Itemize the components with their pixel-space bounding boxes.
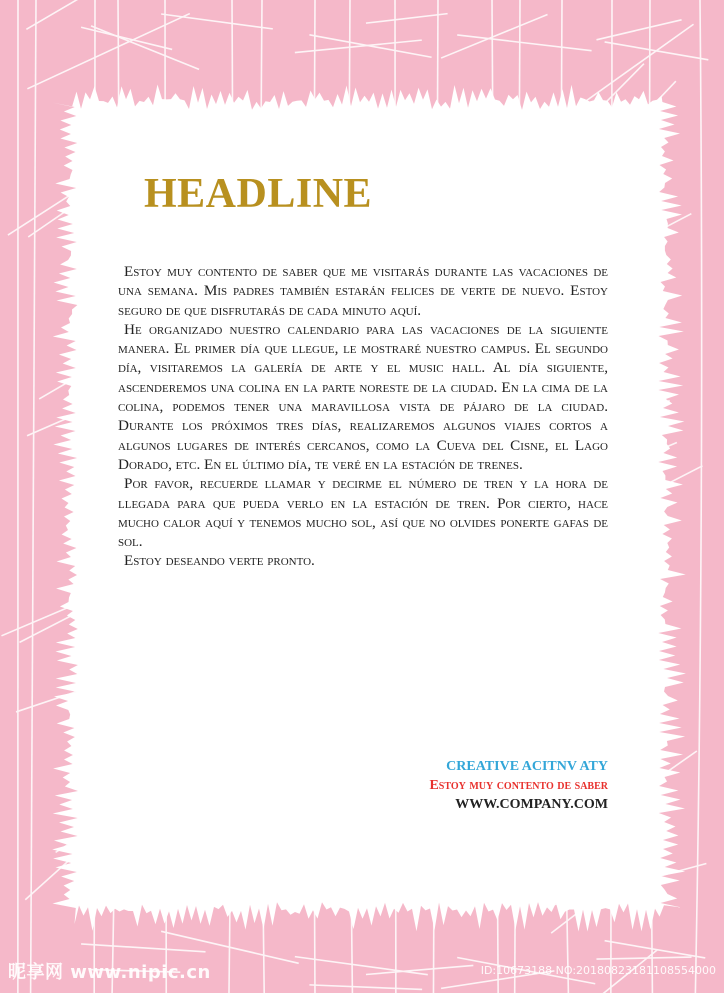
paragraph-2: He organizado nuestro calendario para las vacaciones de la siguiente manera. El primer día que llegue, le mostraré nuestro campus. El segundo día, visitaremos la galería de arte y el music hall. Al día siguiente, ascenderemos una colina en la parte noreste de la ciudad. En la cima de la colina, podemos tener una maravillosa vista de pájaro de la ciudad. Durante los próximos tres días, realizaremos algunos viajes cortos a algunos lugares de interés cercanos, como la Cueva del Cisne, el Lago Dorado, etc. En el último día, te veré en la estación de trenes.	[118, 320, 608, 473]
watermark-logo-text: 昵享网 www.nipic.cn	[8, 962, 211, 983]
letter-body	[118, 262, 608, 571]
paragraph-3: Por favor, recuerde llamar y decirme el número de tren y la hora de llegada para que pueda verlo en la estación de tren. Por cierto, hace mucho calor aquí y tenemos mucho sol, así que no olvides ponerte gafas de sol.	[118, 475, 608, 551]
footer-tagline: CREATIVE ACITNV ATY	[446, 759, 608, 774]
footer-block	[429, 757, 608, 814]
headline: HEADLINE	[144, 171, 373, 217]
letter-content	[118, 0, 608, 993]
paragraph-1: Estoy muy contento de saber que me visitarás durante las vacaciones de una semana. Mis padres también estarán felices de verte de nuevo. Estoy seguro de que disfrutarás de cada minuto aquí.	[118, 263, 608, 319]
paragraph-4: Estoy deseando verte pronto.	[124, 552, 315, 570]
watermark-id: ID:10673188 NO:20180823181108554000	[480, 964, 716, 977]
footer-subtitle: Estoy muy contento de saber	[429, 778, 608, 793]
footer-website: WWW.COMPANY.COM	[455, 797, 608, 812]
